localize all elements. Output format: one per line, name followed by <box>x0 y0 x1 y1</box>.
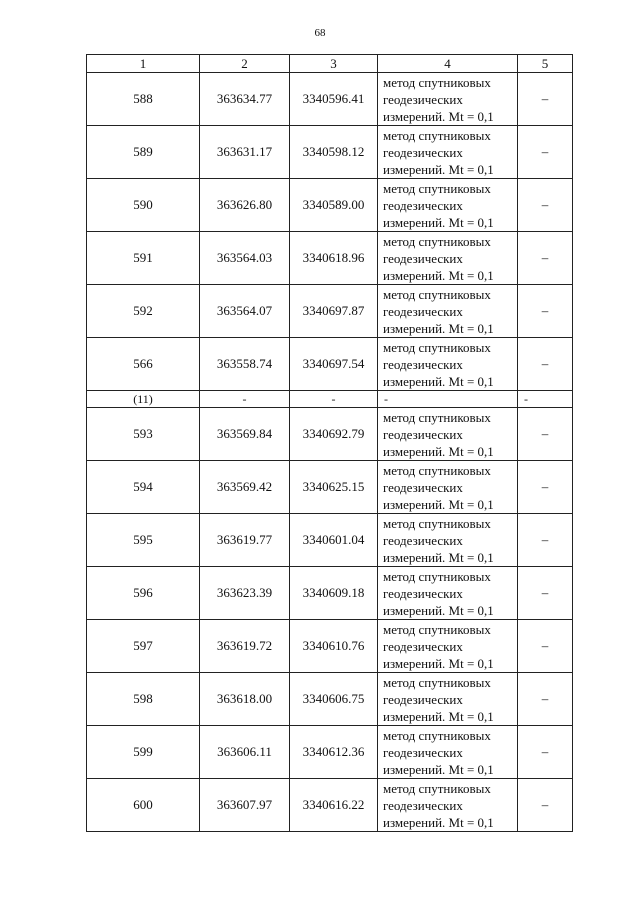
table-row <box>87 408 573 461</box>
method-description: метод спутниковых геодезических измерений. Mt = 0,1 <box>378 620 518 673</box>
coordinate-x: 363606.11 <box>200 726 290 779</box>
separator-dash: - <box>200 391 290 408</box>
coordinate-y: 3340697.87 <box>290 285 378 338</box>
coordinate-y: 3340606.75 <box>290 673 378 726</box>
coordinate-x: 363569.84 <box>200 408 290 461</box>
note-cell: – <box>518 179 573 232</box>
coordinate-x: 363634.77 <box>200 73 290 126</box>
coordinate-x: 363619.77 <box>200 514 290 567</box>
column-header: 1 <box>87 55 200 73</box>
separator-dash: - <box>518 391 573 408</box>
column-header: 5 <box>518 55 573 73</box>
coordinate-x: 363569.42 <box>200 461 290 514</box>
note-cell: – <box>518 408 573 461</box>
method-description: метод спутниковых геодезических измерений. Mt = 0,1 <box>378 338 518 391</box>
table-header-row <box>87 55 573 73</box>
point-number: 590 <box>87 179 200 232</box>
method-description: метод спутниковых геодезических измерений. Mt = 0,1 <box>378 408 518 461</box>
method-description: метод спутниковых геодезических измерений. Mt = 0,1 <box>378 285 518 338</box>
coordinate-x: 363619.72 <box>200 620 290 673</box>
table-row <box>87 567 573 620</box>
table-row <box>87 285 573 338</box>
note-cell: – <box>518 514 573 567</box>
table-row <box>87 726 573 779</box>
separator-dash: - <box>290 391 378 408</box>
method-description: метод спутниковых геодезических измерений. Mt = 0,1 <box>378 514 518 567</box>
note-cell: – <box>518 726 573 779</box>
note-cell: – <box>518 620 573 673</box>
note-cell: – <box>518 779 573 832</box>
point-number: 593 <box>87 408 200 461</box>
page-number: 68 <box>314 27 326 39</box>
method-description: метод спутниковых геодезических измерений. Mt = 0,1 <box>378 779 518 832</box>
method-description: метод спутниковых геодезических измерений. Mt = 0,1 <box>378 232 518 285</box>
note-cell: – <box>518 338 573 391</box>
point-number: 591 <box>87 232 200 285</box>
note-cell: – <box>518 126 573 179</box>
point-number: 598 <box>87 673 200 726</box>
coordinates-table <box>86 54 573 832</box>
note-cell: – <box>518 285 573 338</box>
column-header: 2 <box>200 55 290 73</box>
method-description: метод спутниковых геодезических измерений. Mt = 0,1 <box>378 726 518 779</box>
coordinate-y: 3340618.96 <box>290 232 378 285</box>
note-cell: – <box>518 673 573 726</box>
coordinate-y: 3340589.00 <box>290 179 378 232</box>
point-number: 589 <box>87 126 200 179</box>
coordinate-y: 3340616.22 <box>290 779 378 832</box>
point-number: 597 <box>87 620 200 673</box>
point-number: 594 <box>87 461 200 514</box>
point-number: 588 <box>87 73 200 126</box>
point-number: 600 <box>87 779 200 832</box>
coordinate-x: 363607.97 <box>200 779 290 832</box>
coordinate-y: 3340596.41 <box>290 73 378 126</box>
coordinate-y: 3340598.12 <box>290 126 378 179</box>
coordinate-y: 3340692.79 <box>290 408 378 461</box>
coordinate-y: 3340610.76 <box>290 620 378 673</box>
contour-separator-row <box>87 391 573 408</box>
method-description: метод спутниковых геодезических измерений. Mt = 0,1 <box>378 179 518 232</box>
coordinate-y: 3340612.36 <box>290 726 378 779</box>
table-row <box>87 338 573 391</box>
point-number: 566 <box>87 338 200 391</box>
table-row <box>87 461 573 514</box>
point-number: 595 <box>87 514 200 567</box>
table-row <box>87 232 573 285</box>
coordinate-x: 363631.17 <box>200 126 290 179</box>
table-row <box>87 514 573 567</box>
coordinate-x: 363618.00 <box>200 673 290 726</box>
point-number: 596 <box>87 567 200 620</box>
note-cell: – <box>518 73 573 126</box>
method-description: метод спутниковых геодезических измерений. Mt = 0,1 <box>378 461 518 514</box>
table-row <box>87 179 573 232</box>
coordinate-x: 363623.39 <box>200 567 290 620</box>
coordinate-y: 3340697.54 <box>290 338 378 391</box>
table-row <box>87 620 573 673</box>
note-cell: – <box>518 567 573 620</box>
table-row <box>87 779 573 832</box>
coordinate-y: 3340609.18 <box>290 567 378 620</box>
method-description: метод спутниковых геодезических измерений. Mt = 0,1 <box>378 673 518 726</box>
column-header: 4 <box>378 55 518 73</box>
coordinate-x: 363564.07 <box>200 285 290 338</box>
note-cell: – <box>518 232 573 285</box>
separator-dash: - <box>378 391 518 408</box>
coordinate-y: 3340625.15 <box>290 461 378 514</box>
method-description: метод спутниковых геодезических измерений. Mt = 0,1 <box>378 126 518 179</box>
coordinate-x: 363626.80 <box>200 179 290 232</box>
table-row <box>87 73 573 126</box>
method-description: метод спутниковых геодезических измерений. Mt = 0,1 <box>378 73 518 126</box>
method-description: метод спутниковых геодезических измерений. Mt = 0,1 <box>378 567 518 620</box>
point-number: 599 <box>87 726 200 779</box>
column-header: 3 <box>290 55 378 73</box>
coordinate-x: 363564.03 <box>200 232 290 285</box>
point-number: 592 <box>87 285 200 338</box>
table-row <box>87 126 573 179</box>
coordinate-x: 363558.74 <box>200 338 290 391</box>
note-cell: – <box>518 461 573 514</box>
table-row <box>87 673 573 726</box>
contour-number: (11) <box>87 391 200 408</box>
coordinate-y: 3340601.04 <box>290 514 378 567</box>
